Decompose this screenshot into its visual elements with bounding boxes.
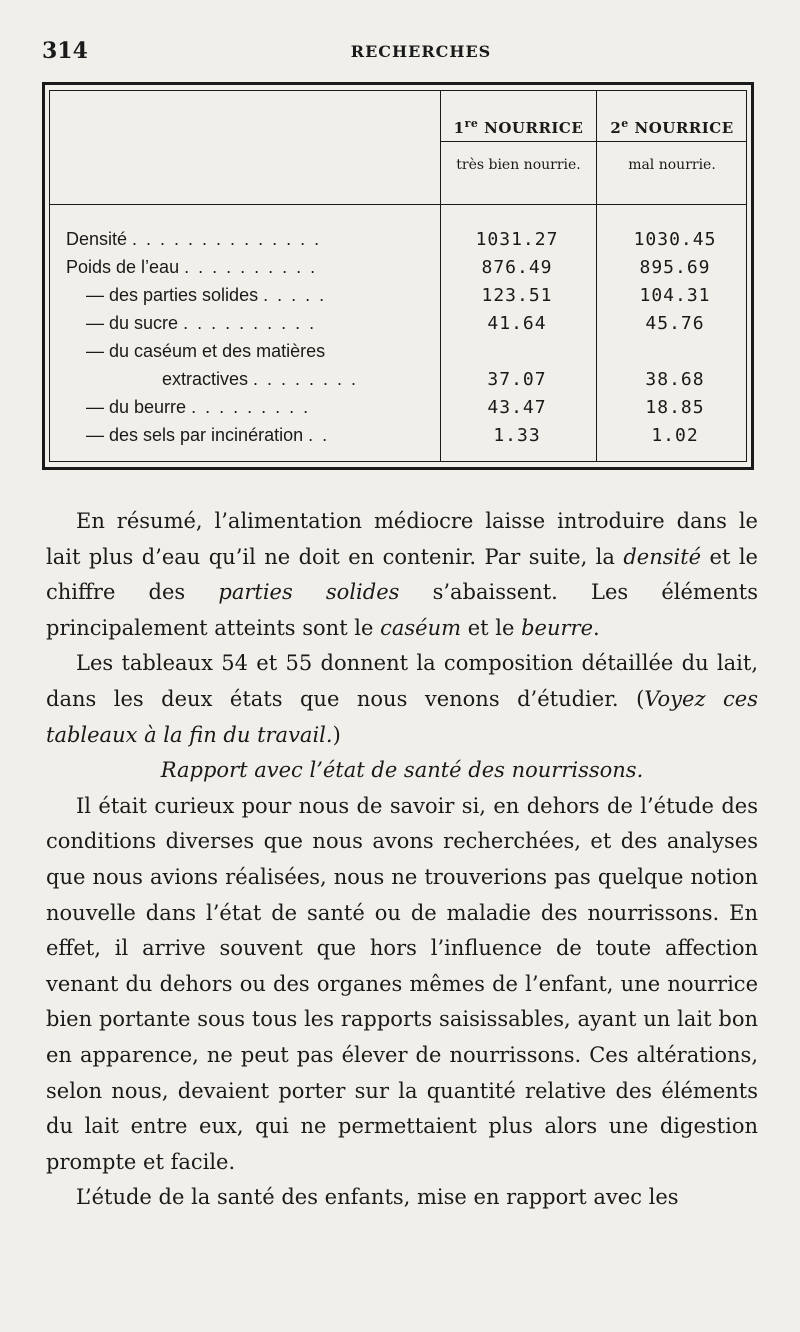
row-label-sels: — des sels par incinération . . <box>86 425 330 445</box>
paragraph-sante: Il était curieux pour nous de savoir si, en dehors de l’étude des conditions diverses que nous avons recherchées, et des analyses que nous avions réalisées, nous ne trouverions pas quelque notion nouvelle dans l’état de santé ou de maladie des nourrissons. En effet, il arrive souvent que hors l’influence de toute affection venant du dehors ou des organes mêmes de l’enfant, une nourrice bien portante sous tous les rapports saisissables, ayant un lait bon en apparence, ne peut pas élever de nourrissons. Ces altérations, selon nous, devaient porter sur la quantité relative des éléments du lait entre eux, qui ne permettaient plus alors une digestion prompte et facile. <box>46 793 758 1174</box>
cell-value: 45.76 <box>645 313 705 334</box>
row-label-caseum: — du caséum et des matières <box>86 341 326 361</box>
cell-value: 1031.27 <box>475 229 559 250</box>
page-number: 314 <box>42 38 88 64</box>
cell-value: 18.85 <box>645 397 705 418</box>
page-header <box>42 38 760 68</box>
cell-value: 37.07 <box>487 369 547 390</box>
row-label-poids-eau: Poids de l’eau . . . . . . . . . . <box>66 257 318 277</box>
header-rule <box>440 141 746 142</box>
column-header-nurse-1: 1re NOURRICE <box>453 117 584 137</box>
paragraph-tableaux: Les tableaux 54 et 55 donnent la composition détaillée du lait, dans les deux états que nous venons d’étudier. (Voyez ces tableaux à la fin du travail.) <box>46 651 758 747</box>
cell-value: 1.33 <box>493 425 541 446</box>
cell-value: 123.51 <box>481 285 553 306</box>
row-label-parties-solides: — des parties solides . . . . . <box>86 285 327 305</box>
cell-value: 876.49 <box>481 257 553 278</box>
column-divider <box>440 91 441 461</box>
row-label-sucre: — du sucre . . . . . . . . . . <box>86 313 317 333</box>
table-inner-border <box>49 90 747 462</box>
body-text <box>46 504 758 1216</box>
milk-composition-table <box>42 82 754 470</box>
header-bottom-rule <box>50 204 746 205</box>
paragraph-etude: L’étude de la santé des enfants, mise en rapport avec les <box>76 1185 679 1210</box>
row-label-densite: Densité . . . . . . . . . . . . . . <box>66 229 322 249</box>
running-title: RECHERCHES <box>350 42 492 61</box>
paragraph-resume: En résumé, l’alimentation médiocre laisse introduire dans le lait plus d’eau qu’il ne doit en contenir. Par suite, la densité et le chiffre des parties solides s’abaissent. Les éléments principalement atteints sont le caséum et le beurre. <box>46 509 758 640</box>
cell-value: 1030.45 <box>633 229 717 250</box>
cell-value: 1.02 <box>651 425 699 446</box>
cell-value: 41.64 <box>487 313 547 334</box>
column-subheader-nurse-2: mal nourrie. <box>628 157 716 173</box>
cell-value: 895.69 <box>639 257 711 278</box>
section-title: Rapport avec l’état de santé des nourrissons. <box>160 758 644 783</box>
column-divider <box>596 91 597 461</box>
row-label-extractives: extractives . . . . . . . . <box>162 369 359 389</box>
cell-value: 38.68 <box>645 369 705 390</box>
column-subheader-nurse-1: très bien nourrie. <box>456 157 581 173</box>
cell-value: 104.31 <box>639 285 711 306</box>
column-header-nurse-2: 2e NOURRICE <box>610 117 734 137</box>
row-label-beurre: — du beurre . . . . . . . . . <box>86 397 311 417</box>
cell-value: 43.47 <box>487 397 547 418</box>
